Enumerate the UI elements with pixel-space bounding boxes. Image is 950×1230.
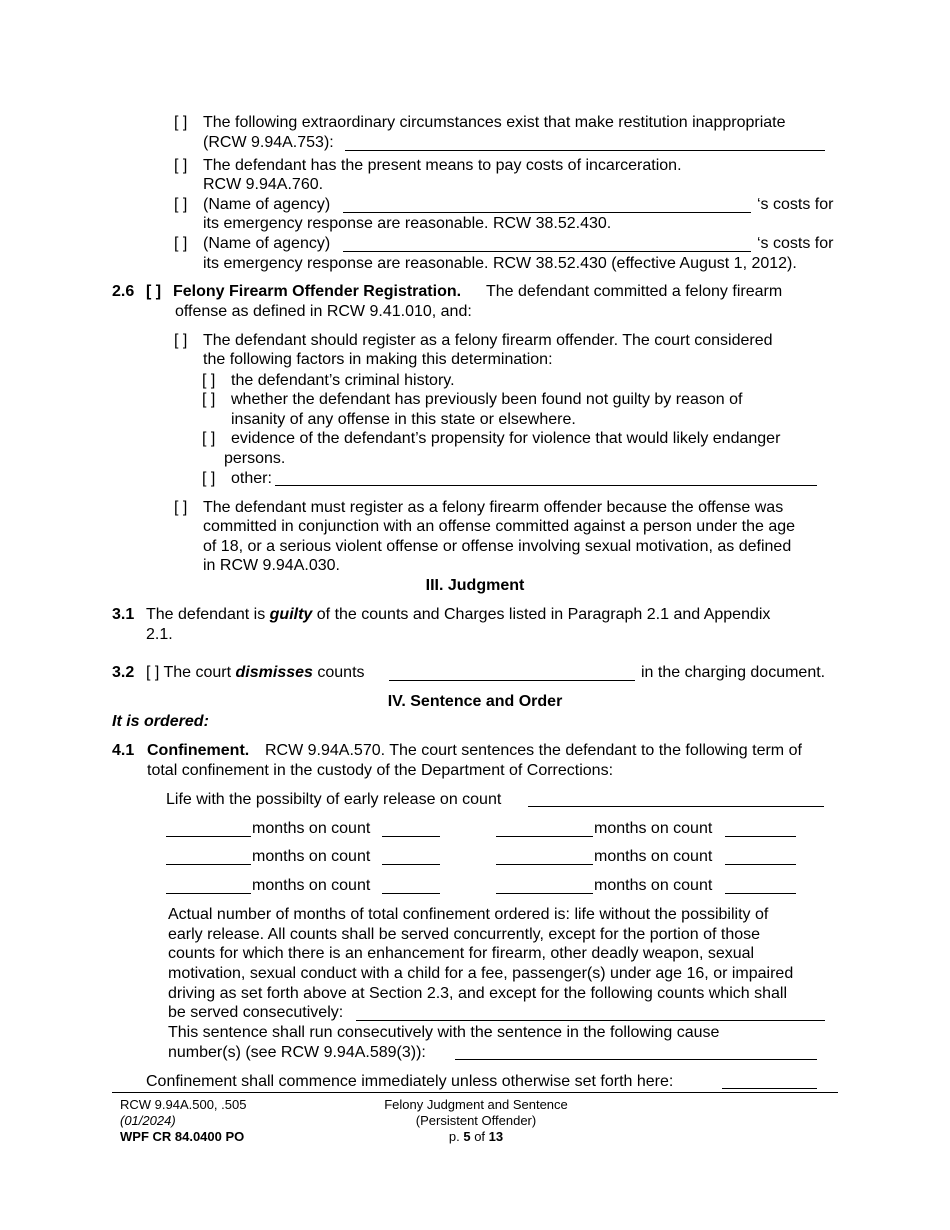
should-register-text: The defendant should register as a felony firearm offender. The court considered [203,332,773,349]
dismissed-counts-blank[interactable] [389,680,635,681]
guilty-text: 2.1. [146,626,173,643]
agency-label: (Name of agency) [203,235,331,252]
cause-number-blank[interactable] [455,1059,817,1060]
footer-rcw: RCW 9.94A.500, .505 [120,1097,247,1112]
it-is-ordered: It is ordered: [112,713,209,730]
agency-label: (Name of agency) [203,196,331,213]
must-register-text: of 18, or a serious violent offense or offense involving sexual motivation, as defined [203,538,792,555]
months-on-count-label: months on count [594,877,713,894]
checkbox: [ ] [202,430,216,447]
agency-costs-suffix: ‘s costs for [757,196,834,213]
months-on-count-label: months on count [252,877,371,894]
factor-other-blank[interactable] [275,485,817,486]
months-blank[interactable] [166,893,251,894]
footer-form-number: WPF CR 84.0400 PO [120,1129,245,1144]
actual-months-text: counts for which there is an enhancement for firearm, other deadly weapon, sexual [168,945,755,962]
should-register-text: the following factors in making this determination: [203,351,553,368]
sentence-heading: IV. Sentence and Order [387,693,563,710]
consecutive-counts-blank[interactable] [356,1020,825,1021]
agency-name-blank[interactable] [343,212,751,213]
count-blank[interactable] [725,893,796,894]
judgment-heading: III. Judgment [425,577,525,594]
extraordinary-circumstances-text: The following extraordinary circumstances exist that make restitution inappropriate [203,114,786,131]
actual-months-text: Actual number of months of total confinement ordered is: life without the possibility of [168,906,769,923]
dismisses-text: [ ] The court dismisses counts [146,664,365,681]
must-register-text: in RCW 9.94A.030. [203,557,340,574]
factor-not-guilty: whether the defendant has previously been found not guilty by reason of [231,391,743,408]
count-blank[interactable] [725,864,796,865]
footer-date: (01/2024) [120,1113,176,1128]
footer-subtitle: (Persistent Offender) [415,1113,537,1128]
section-text: offense as defined in RCW 9.41.010, and: [175,303,472,320]
footer-divider [112,1092,838,1093]
extraordinary-circumstances-rcw: (RCW 9.94A.753): [203,134,334,151]
count-blank[interactable] [725,836,796,837]
months-blank[interactable] [166,864,251,865]
confinement-text: total confinement in the custody of the Department of Corrections: [147,762,614,779]
agency-name-blank[interactable] [343,251,751,252]
must-register-text: committed in conjunction with an offense committed against a person under the age [203,518,796,535]
checkbox: [ ] [174,235,188,252]
agency-costs-text: its emergency response are reasonable. RCW 38.52.430 (effective August 1, 2012). [203,255,797,272]
checkbox: [ ] [174,114,188,131]
checkbox: [ ] [174,332,188,349]
actual-months-text: driving as set forth above at Section 2.3, and except for the following counts which shall [168,985,788,1002]
checkbox: [ ] [174,196,188,213]
months-blank[interactable] [496,836,593,837]
agency-costs-suffix: ‘s costs for [757,235,834,252]
commence-blank[interactable] [722,1088,817,1089]
life-count-label: Life with the possibilty of early release on count [166,791,502,808]
count-blank[interactable] [382,893,440,894]
dismisses-text-end: in the charging document. [641,664,826,681]
checkbox: [ ] [202,391,216,408]
months-blank[interactable] [496,893,593,894]
confinement-text: RCW 9.94A.570. The court sentences the defendant to the following term of [265,742,802,759]
section-title: Felony Firearm Offender Registration. [173,283,462,300]
count-blank[interactable] [382,836,440,837]
footer-title: Felony Judgment and Sentence [384,1097,568,1112]
present-means-rcw: RCW 9.94A.760. [203,176,324,193]
present-means-text: The defendant has the present means to pay costs of incarceration. [203,157,682,174]
life-count-blank[interactable] [528,806,824,807]
checkbox: [ ] [174,157,188,174]
section-number: 3.1 [112,606,135,623]
footer-page-number: p. 5 of 13 [448,1129,504,1144]
consecutive-cause-text: This sentence shall run consecutively with the sentence in the following cause [168,1024,720,1041]
section-text: The defendant committed a felony firearm [486,283,783,300]
section-number: 2.6 [112,283,135,300]
months-blank[interactable] [496,864,593,865]
section-number: 3.2 [112,664,135,681]
must-register-text: The defendant must register as a felony firearm offender because the offense was [203,499,784,516]
actual-months-text: early release. All counts shall be served concurrently, except for the portion of those [168,926,761,943]
commence-text: Confinement shall commence immediately unless otherwise set forth here: [146,1073,674,1090]
factor-other-label: other: [231,470,272,487]
count-blank[interactable] [382,864,440,865]
guilty-text: The defendant is guilty of the counts and Charges listed in Paragraph 2.1 and Appendix [146,606,771,623]
checkbox: [ ] [174,499,188,516]
checkbox: [ ] [202,372,216,389]
checkbox: [ ] [146,283,162,300]
extraordinary-circumstances-blank[interactable] [345,150,825,151]
factor-propensity: evidence of the defendant’s propensity for violence that would likely endanger [231,430,781,447]
months-on-count-label: months on count [252,820,371,837]
confinement-title: Confinement. [147,742,250,759]
actual-months-text: motivation, sexual conduct with a child for a fee, passenger(s) under age 16, or impaired [168,965,794,982]
factor-not-guilty: insanity of any offense in this state or elsewhere. [231,411,576,428]
agency-costs-text: its emergency response are reasonable. RCW 38.52.430. [203,215,612,232]
checkbox: [ ] [202,470,216,487]
factor-criminal-history: the defendant’s criminal history. [231,372,455,389]
factor-propensity: persons. [224,450,286,467]
consecutive-cause-text: number(s) (see RCW 9.94A.589(3)): [168,1044,426,1061]
section-number: 4.1 [112,742,135,759]
months-on-count-label: months on count [594,820,713,837]
months-blank[interactable] [166,836,251,837]
months-on-count-label: months on count [594,848,713,865]
months-on-count-label: months on count [252,848,371,865]
actual-months-text: be served consecutively: [168,1004,344,1021]
